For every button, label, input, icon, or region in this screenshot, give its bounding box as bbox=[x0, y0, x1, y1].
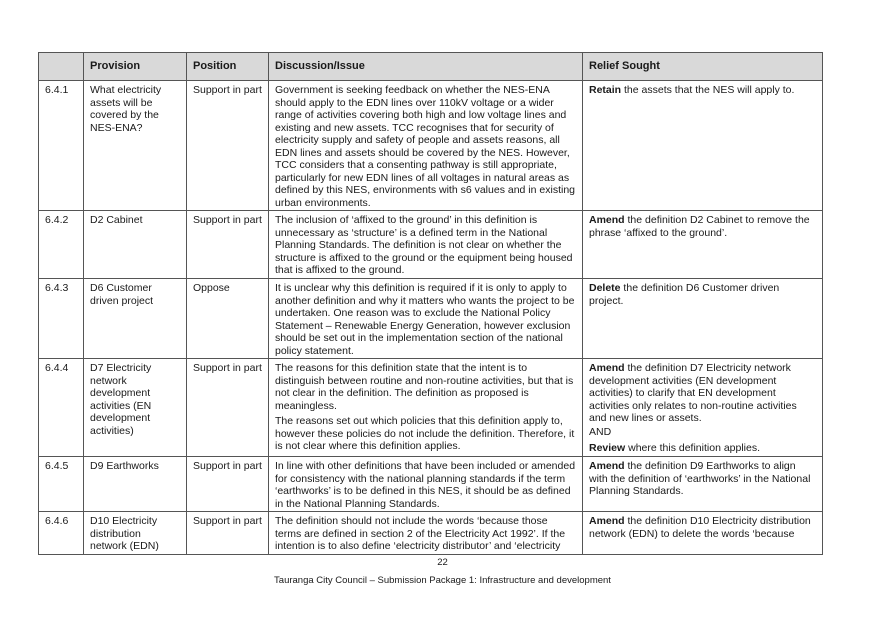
relief-text: AND bbox=[589, 425, 612, 438]
row-provision: What electricity assets will be covered by the NES-ENA? bbox=[84, 81, 187, 211]
relief-text: where this definition applies. bbox=[625, 442, 761, 454]
row-position: Support in part bbox=[187, 359, 269, 457]
table-row bbox=[39, 457, 823, 512]
relief-paragraph bbox=[589, 426, 816, 439]
row-provision: D10 Electricity distribution network (EDN) bbox=[84, 512, 187, 555]
header-discussion: Discussion/Issue bbox=[269, 53, 583, 81]
row-discussion bbox=[269, 359, 583, 457]
header-provision: Provision bbox=[84, 53, 187, 81]
relief-action: Amend bbox=[589, 515, 625, 527]
table-row bbox=[39, 359, 823, 457]
relief-text: the definition D7 Electricity network development activities (EN development activities) to clarify that EN development activities only relates to non-routine activities and new lines or assets. bbox=[589, 362, 797, 424]
relief-paragraph bbox=[589, 84, 816, 97]
table-row bbox=[39, 211, 823, 279]
row-relief bbox=[583, 81, 823, 211]
discussion-paragraph: Government is seeking feedback on whether the NES-ENA should apply to the EDN lines over 110kV voltage or a wider range of activities covering both high and low voltage lines and existing and new assets. TCC recognises that for security of electricity supply and safety of people and assets reasons, all EDN lines and assets should be covered by the NES. However, TCC considers that a consenting pathway is still appropriate, particularly for new EDN lines of all voltages in natural areas as defined by this NES, environments with s6 values and in existing urban environments. bbox=[275, 84, 575, 209]
row-relief bbox=[583, 279, 823, 359]
table-header-row bbox=[39, 53, 823, 81]
table-row bbox=[39, 512, 823, 555]
row-id: 6.4.6 bbox=[39, 512, 84, 555]
discussion-paragraph: In line with other definitions that have been included or amended for consistency with the national planning standards if the term ‘earthworks’ is to be defined in this NES, it should be as defined in the National Planning Standards. bbox=[275, 460, 576, 510]
row-id: 6.4.5 bbox=[39, 457, 84, 512]
relief-paragraph bbox=[589, 442, 816, 455]
row-id: 6.4.1 bbox=[39, 81, 84, 211]
row-id: 6.4.4 bbox=[39, 359, 84, 457]
row-provision: D9 Earthworks bbox=[84, 457, 187, 512]
relief-paragraph bbox=[589, 460, 816, 498]
row-relief bbox=[583, 457, 823, 512]
row-position: Support in part bbox=[187, 211, 269, 279]
row-discussion bbox=[269, 457, 583, 512]
row-provision: D2 Cabinet bbox=[84, 211, 187, 279]
relief-text: the definition D6 Customer driven project. bbox=[589, 282, 780, 307]
discussion-paragraph: The reasons set out which policies that this definition apply to, however these policies do not include the definition. Therefore, it is not clear where this definition applies. bbox=[275, 415, 575, 452]
row-relief bbox=[583, 211, 823, 279]
relief-paragraph bbox=[589, 214, 816, 239]
submission-table bbox=[38, 52, 823, 555]
relief-action: Delete bbox=[589, 282, 621, 294]
row-provision: D6 Customer driven project bbox=[84, 279, 187, 359]
row-discussion bbox=[269, 81, 583, 211]
row-discussion bbox=[269, 211, 583, 279]
row-id: 6.4.3 bbox=[39, 279, 84, 359]
relief-paragraph bbox=[589, 515, 816, 540]
header-id bbox=[39, 53, 84, 81]
page-number: 22 bbox=[437, 557, 448, 568]
table-row bbox=[39, 279, 823, 359]
row-provision: D7 Electricity network development activities (EN development activities) bbox=[84, 359, 187, 457]
row-position: Support in part bbox=[187, 512, 269, 555]
page-footer: Tauranga City Council – Submission Package 1: Infrastructure and development bbox=[274, 575, 611, 586]
relief-action: Amend bbox=[589, 460, 625, 472]
relief-action: Amend bbox=[589, 362, 625, 374]
row-position: Oppose bbox=[187, 279, 269, 359]
row-position: Support in part bbox=[187, 457, 269, 512]
relief-paragraph bbox=[589, 282, 816, 307]
table-row bbox=[39, 81, 823, 211]
relief-text: the definition D2 Cabinet to remove the phrase ‘affixed to the ground’. bbox=[589, 214, 810, 239]
relief-text: the definition D10 Electricity distribution network (EDN) to delete the words ‘because bbox=[589, 515, 811, 540]
relief-action: Amend bbox=[589, 214, 625, 226]
row-relief bbox=[583, 359, 823, 457]
relief-text: the assets that the NES will apply to. bbox=[621, 84, 795, 96]
relief-text: the definition D9 Earthworks to align with the definition of ‘earthworks’ in the National Planning Standards. bbox=[589, 460, 811, 497]
relief-action: Review bbox=[589, 442, 626, 454]
relief-paragraph bbox=[589, 362, 816, 425]
discussion-paragraph: It is unclear why this definition is required if it is only to apply to another definition and why it matters who wants the project to be undertaken. One reason was to exclude the National Policy Statement – Renewable Energy Generation, however exclusion should be set out in the implementation section of the national policy statement. bbox=[275, 282, 575, 357]
row-discussion bbox=[269, 512, 583, 555]
header-relief: Relief Sought bbox=[583, 53, 823, 81]
row-id: 6.4.2 bbox=[39, 211, 84, 279]
row-position: Support in part bbox=[187, 81, 269, 211]
discussion-paragraph: The definition should not include the words ‘because those terms are defined in section 2 of the Electricity Act 1992’. If the intention is to also define ‘electricity distributor’ and ‘electricity bbox=[275, 515, 566, 552]
relief-action: Retain bbox=[589, 84, 622, 96]
discussion-paragraph: The reasons for this definition state that the intent is to distinguish between routine and non-routine activities, but that is not clear in the definition. The definition as proposed is meaningless. bbox=[275, 362, 574, 412]
discussion-paragraph: The inclusion of ‘affixed to the ground’ in this definition is unnecessary as ‘structure’ is a defined term in the National Planning Standards. The definition is not clear on whether the structure is affixed to the ground or the equipment being housed that is affixed to the ground. bbox=[275, 214, 573, 276]
header-position: Position bbox=[187, 53, 269, 81]
row-discussion bbox=[269, 279, 583, 359]
row-relief bbox=[583, 512, 823, 555]
